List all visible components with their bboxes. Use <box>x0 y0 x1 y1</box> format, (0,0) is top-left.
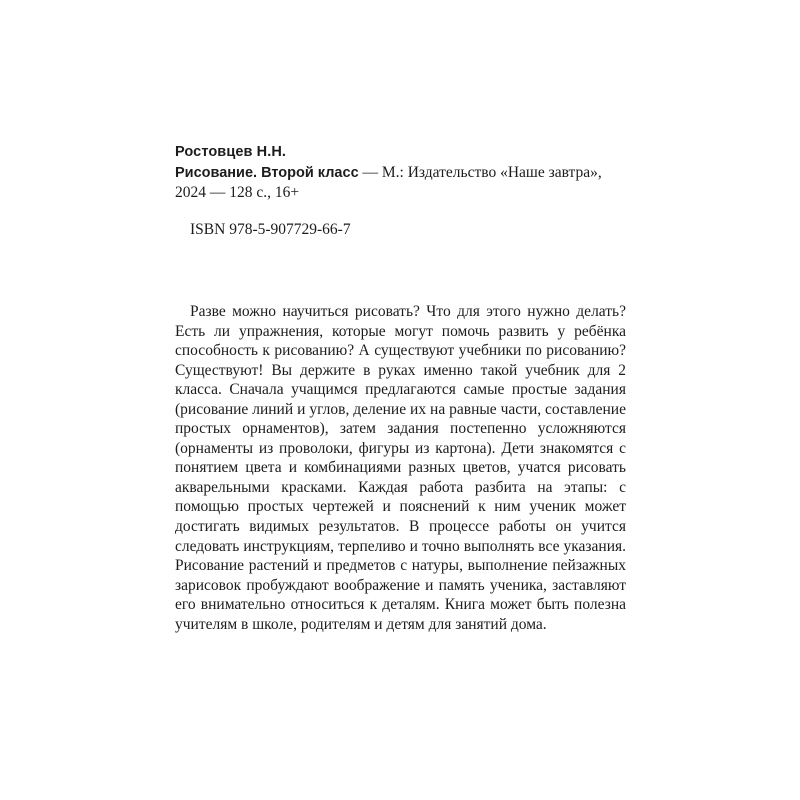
year-and-pages: 2024 — 128 с., 16+ <box>175 184 300 201</box>
author-name: Ростовцев Н.Н. <box>175 144 287 160</box>
annotation-paragraph: Разве можно научиться рисовать? Что для этого нужно делать? Есть ли упражнения, которые могут помочь развить у ребёнка способность к рисованию? А существуют учебники по рисованию? Существуют! Вы держите в руках именно такой учебник для 2 класса. Сначала учащимся предлагаются самые простые задания (рисование линий и углов, деление их на равные части, составление простых орнаментов), затем задания постепенно усложняются (орнаменты из проволоки, фигуры из картона). Дети знакомятся с понятием цвета и комбинациями разных цветов, учатся рисовать акварельными красками. Каждая работа разбита на этапы: с помощью простых чертежей и пояснений к ним ученик может достигать видимых результатов. В процессе работы он учится следовать инструкциям, терпеливо и точно выполнять все указания. Рисование растений и предметов с натуры, выполнение пейзажных зарисовок пробуждают воображение и память ученика, заставляют его внимательно относиться к деталям. Книга может быть полезна учителям в школе, родителям и детям для занятий дома. <box>175 303 626 633</box>
bibliographic-description <box>175 163 635 203</box>
bibliographic-record <box>175 143 635 203</box>
book-title: Рисование. Второй класс <box>175 164 359 181</box>
publisher-info: — М.: Издательство «Наше завтра», <box>358 163 602 181</box>
isbn: ISBN 978-5-907729-66-7 <box>190 221 351 238</box>
